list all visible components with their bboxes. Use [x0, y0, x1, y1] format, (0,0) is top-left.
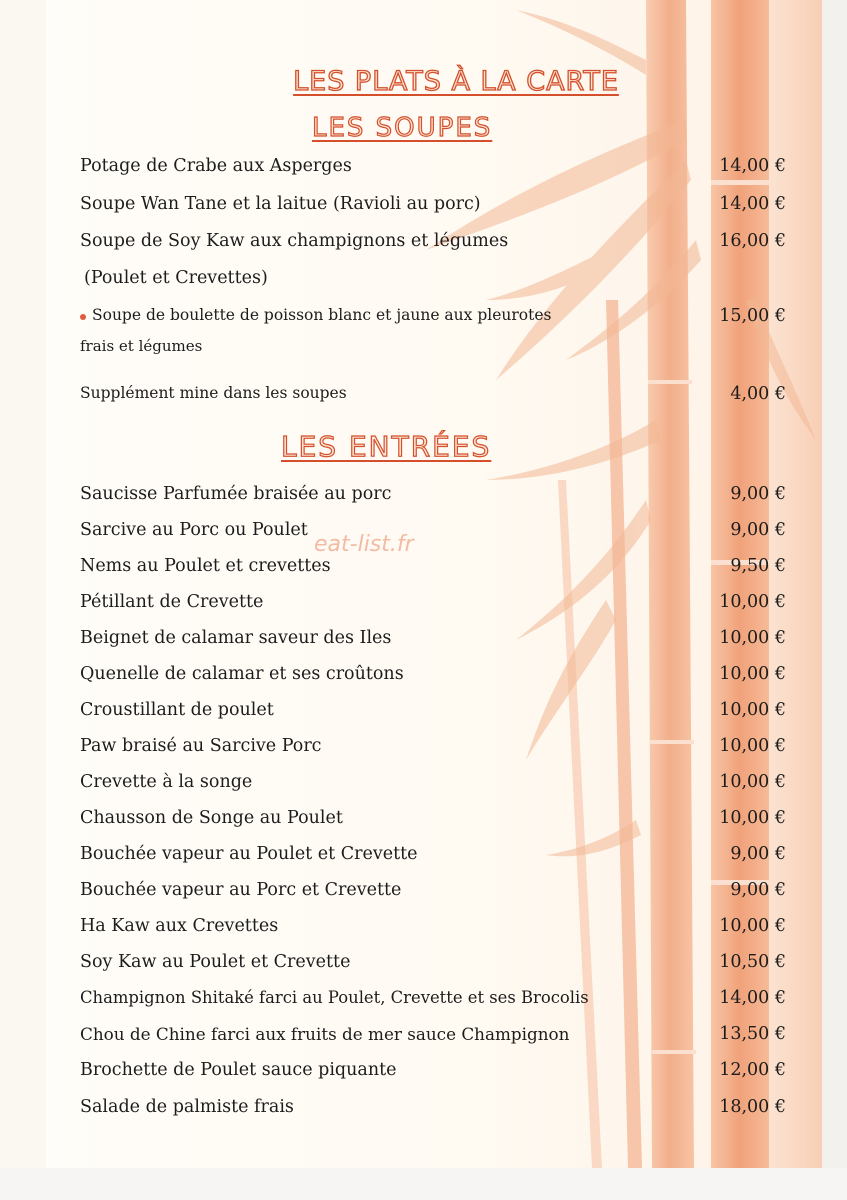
scan-bottom-margin: [0, 1168, 847, 1200]
item-name: Soy Kaw au Poulet et Crevette: [80, 952, 351, 972]
item-price: 12,00 €: [719, 1060, 786, 1080]
item-name: Croustillant de poulet: [80, 700, 274, 720]
item-name: Saucisse Parfumée braisée au porc: [80, 484, 392, 504]
item-price: 9,00 €: [730, 520, 786, 540]
item-name: Nems au Poulet et crevettes: [80, 556, 331, 576]
item-price: 14,00 €: [719, 194, 786, 214]
watermark: eat-list.fr: [314, 532, 414, 557]
item-name: Soupe de boulette de poisson blanc et jaune aux pleurotes: [92, 306, 552, 324]
item-name: Sarcive au Porc ou Poulet: [80, 520, 308, 540]
item-price: 9,00 €: [730, 484, 786, 504]
menu-item: [80, 952, 786, 980]
item-price: 9,00 €: [730, 880, 786, 900]
menu-item: [80, 1097, 786, 1125]
item-name: Paw braisé au Sarcive Porc: [80, 736, 322, 756]
menu-item: [80, 194, 786, 222]
menu-item: [80, 700, 786, 728]
menu-item: [80, 628, 786, 656]
item-price: 10,00 €: [719, 916, 786, 936]
item-name: Bouchée vapeur au Poulet et Crevette: [80, 844, 418, 864]
item-price: 10,50 €: [719, 952, 786, 972]
menu-item: [80, 844, 786, 872]
item-price: 10,00 €: [719, 592, 786, 612]
menu-item: [80, 520, 786, 548]
item-price: 9,00 €: [730, 844, 786, 864]
item-name: Salade de palmiste frais: [80, 1097, 294, 1117]
menu-item: [80, 592, 786, 620]
item-name: Ha Kaw aux Crevettes: [80, 916, 279, 936]
item-name: Soupe Wan Tane et la laitue (Ravioli au porc): [80, 194, 481, 214]
item-name: Chausson de Songe au Poulet: [80, 808, 343, 828]
item-name: Quenelle de calamar et ses croûtons: [80, 664, 404, 684]
item-price: 16,00 €: [719, 231, 786, 251]
menu-item: [80, 306, 786, 334]
scan-right-margin: [822, 0, 847, 1200]
item-name: Potage de Crabe aux Asperges: [80, 156, 352, 176]
item-price: 10,00 €: [719, 664, 786, 684]
item-price: 14,00 €: [719, 988, 786, 1008]
menu-item: [80, 156, 786, 184]
menu-item: [80, 988, 786, 1016]
item-price: 14,00 €: [719, 156, 786, 176]
item-price: 10,00 €: [719, 736, 786, 756]
item-name-continuation: (Poulet et Crevettes): [84, 268, 268, 288]
menu-item: [80, 880, 786, 908]
item-name: Chou de Chine farci aux fruits de mer sauce Champignon: [80, 1024, 570, 1044]
item-name: Crevette à la songe: [80, 772, 253, 792]
menu-item: [80, 556, 786, 584]
menu-title: LES PLATS À LA CARTE: [293, 66, 619, 97]
item-name: Beignet de calamar saveur des Iles: [80, 628, 392, 648]
item-price: 10,00 €: [719, 772, 786, 792]
item-name: Brochette de Poulet sauce piquante: [80, 1060, 397, 1080]
section-title-soupes: LES SOUPES: [312, 113, 493, 143]
item-name: Champignon Shitaké farci au Poulet, Crevette et ses Brocolis: [80, 988, 589, 1007]
menu-item: [80, 384, 786, 412]
menu-item: [80, 736, 786, 764]
menu-item: [80, 1024, 786, 1052]
item-name: Supplément mine dans les soupes: [80, 384, 347, 402]
menu-item: [80, 1060, 786, 1088]
menu-item: [80, 484, 786, 512]
item-price: 10,00 €: [719, 808, 786, 828]
menu-item: [80, 664, 786, 692]
item-price: 18,00 €: [719, 1097, 786, 1117]
item-name: Soupe de Soy Kaw aux champignons et légumes: [80, 231, 509, 251]
section-title-entrees: LES ENTRÉES: [281, 430, 492, 463]
item-name-continuation: frais et légumes: [80, 337, 203, 355]
item-price: 10,00 €: [719, 628, 786, 648]
menu-item: [80, 772, 786, 800]
item-price: 4,00 €: [730, 384, 786, 404]
item-price: 10,00 €: [719, 700, 786, 720]
item-price: 15,00 €: [719, 306, 786, 326]
item-price: 9,50 €: [730, 556, 786, 576]
bullet-dot-icon: [80, 314, 86, 320]
item-name: Pétillant de Crevette: [80, 592, 264, 612]
item-name: Bouchée vapeur au Porc et Crevette: [80, 880, 402, 900]
menu-item: [80, 916, 786, 944]
menu-item: [80, 808, 786, 836]
menu-item: [80, 231, 786, 259]
item-price: 13,50 €: [719, 1024, 786, 1044]
